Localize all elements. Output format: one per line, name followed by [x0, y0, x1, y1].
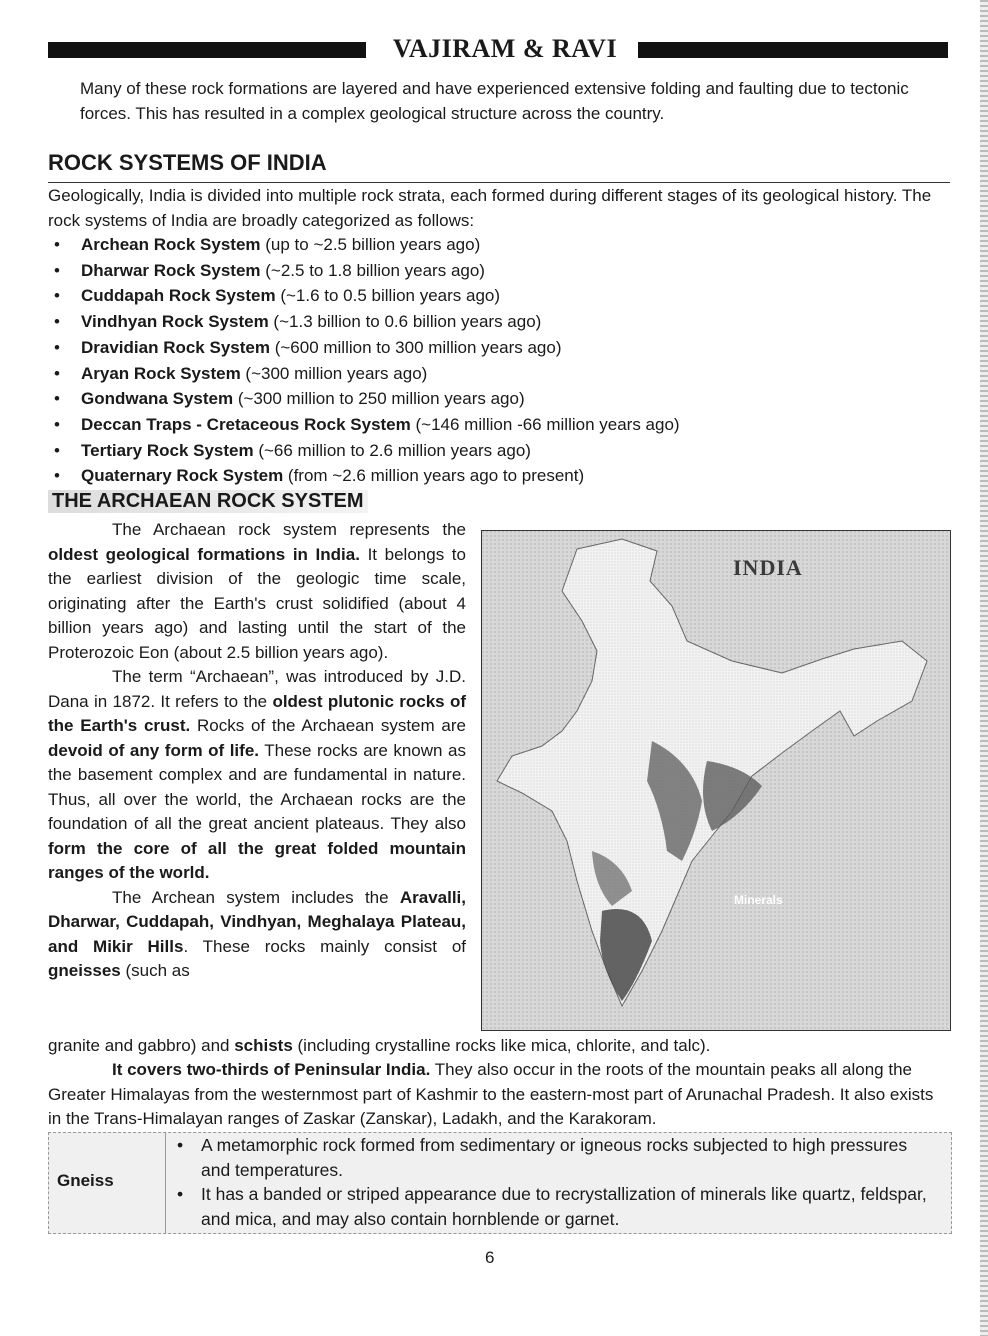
list-item	[48, 258, 950, 284]
text-run-bold: It covers two-thirds of Peninsular India.	[112, 1060, 431, 1079]
list-item	[48, 463, 950, 489]
archaean-text-column	[48, 518, 466, 984]
brand-title: VAJIRAM & RAVI	[392, 34, 618, 63]
rock-system-period: (~66 million to 2.6 million years ago)	[253, 440, 531, 460]
page-number: 6	[485, 1248, 495, 1267]
map-legend-title: Minerals	[734, 893, 783, 907]
gneiss-table	[48, 1132, 952, 1234]
text-run: (such as	[120, 961, 190, 980]
rock-system-name: Dravidian Rock System	[81, 337, 270, 357]
list-item	[48, 386, 950, 412]
text-run-bold: devoid of any form of life.	[48, 740, 259, 760]
text-run-bold: oldest geological formations in India.	[48, 544, 360, 564]
table-divider	[165, 1133, 166, 1233]
map-title: INDIA	[733, 555, 803, 580]
rock-system-period: (~600 million to 300 million years ago)	[269, 337, 562, 357]
section-heading-rock-systems: ROCK SYSTEMS OF INDIA	[48, 150, 327, 175]
rock-system-name: Dharwar Rock System	[81, 260, 261, 280]
list-item	[48, 232, 950, 258]
text-run: It belongs to the earliest division of the geologic time scale, originating after the Earth's crust solidified (about 4 billion years ago) and lasting until the start of the Proterozoic Eon (about 2.5 billion years ago).	[48, 544, 466, 662]
list-item	[48, 438, 950, 464]
section-heading-archaean: THE ARCHAEAN ROCK SYSTEM	[48, 490, 368, 513]
page-header	[48, 34, 948, 64]
intro-paragraph: Many of these rock formations are layered and have experienced extensive folding and faulting due to tectonic forces. This has resulted in a complex geological structure across the country.	[80, 79, 909, 123]
text-run-bold: schists	[234, 1036, 293, 1055]
india-minerals-map	[481, 530, 951, 1031]
text-run-bold: oldest plutonic rocks of the Earth's crust.	[48, 691, 466, 735]
archaean-paragraph-1	[48, 518, 466, 665]
list-item	[48, 335, 950, 361]
gneiss-points	[169, 1133, 939, 1231]
text-run-bold: form the core of all the great folded mountain ranges of the world.	[48, 838, 466, 882]
list-item	[48, 309, 950, 335]
rock-system-name: Tertiary Rock System	[81, 440, 254, 460]
rock-system-name: Gondwana System	[81, 389, 234, 409]
rock-system-period: (~1.3 billion to 0.6 billion years ago)	[268, 312, 542, 332]
rock-system-name: Archean Rock System	[81, 235, 261, 254]
heading-rule	[48, 182, 950, 183]
rock-system-period: (~1.6 to 0.5 billion years ago)	[275, 286, 501, 306]
archaean-paragraph-2	[48, 665, 466, 886]
rock-system-period: (~300 million years ago)	[240, 363, 428, 383]
text-run-bold: gneisses	[48, 961, 121, 980]
scanned-page-edge	[980, 0, 988, 1336]
list-item	[48, 412, 950, 438]
rock-system-name: Deccan Traps - Cretaceous Rock System	[81, 414, 411, 434]
text-run-bold: Aravalli, Dharwar, Cuddapah, Vindhyan, Meghalaya Plateau, and Mikir Hills	[48, 887, 466, 956]
list-item	[48, 361, 950, 387]
rock-system-period: (~146 million -66 million years ago)	[410, 414, 680, 434]
archaean-paragraph-4	[48, 1058, 950, 1132]
india-map-graphic	[482, 531, 950, 1030]
text-run: granite and gabbro) and	[48, 1036, 235, 1055]
text-run: The Archaean rock system represents the	[112, 520, 466, 539]
list-item: • It has a banded or striped appearance due to recrystallization of minerals like quartz, feldspar, and mica, and may also contain hornblende or garnet.	[169, 1182, 939, 1231]
archaean-paragraph-3	[48, 886, 466, 984]
text-run: . These rocks mainly consist of	[183, 936, 467, 956]
rock-system-name: Aryan Rock System	[81, 363, 241, 383]
rock-system-name: Vindhyan Rock System	[81, 312, 269, 332]
rock-system-name: Quaternary Rock System	[81, 466, 284, 486]
gneiss-label: Gneiss	[57, 1171, 114, 1190]
header-bar-left	[48, 42, 366, 58]
archaean-paragraph-3-continued	[48, 1034, 950, 1059]
rock-system-period: (~2.5 to 1.8 billion years ago)	[260, 260, 485, 280]
rock-system-period: (~300 million to 250 million years ago)	[233, 389, 525, 409]
text-run: (including crystalline rocks like mica, chlorite, and talc).	[292, 1036, 711, 1055]
header-bar-right	[638, 42, 948, 58]
text-run: The Archean system includes the	[112, 887, 400, 907]
rock-systems-list	[48, 232, 950, 489]
text-run: These rocks are known as the basement complex and are fundamental in nature. Thus, all over the world, the Archaean rocks are the foundation of all the great ancient plateaus. They also	[48, 740, 466, 833]
list-item: • A metamorphic rock formed from sedimentary or igneous rocks subjected to high pressures and temperatures.	[169, 1133, 939, 1182]
list-item	[48, 283, 950, 309]
text-run: They also occur in the roots of the mountain peaks all along the Greater Himalayas from the westernmost part of Kashmir to the eastern-most part of Arunachal Pradesh. It also exists in the Trans-Himalayan ranges of Zaskar (Zanskar), Ladakh, and the Karakoram.	[48, 1060, 934, 1128]
rock-systems-intro: Geologically, India is divided into multiple rock strata, each formed during different stages of its geological history. The rock systems of India are broadly categorized as follows:	[48, 186, 932, 230]
rock-system-period: (up to ~2.5 billion years ago)	[260, 235, 481, 254]
rock-system-period: (from ~2.6 million years ago to present)	[283, 466, 585, 486]
text-run: The term “Archaean”, was introduced by J.D. Dana in 1872. It refers to the	[48, 667, 466, 711]
text-run: Rocks of the Archaean system are	[190, 716, 466, 735]
rock-system-name: Cuddapah Rock System	[81, 286, 276, 306]
